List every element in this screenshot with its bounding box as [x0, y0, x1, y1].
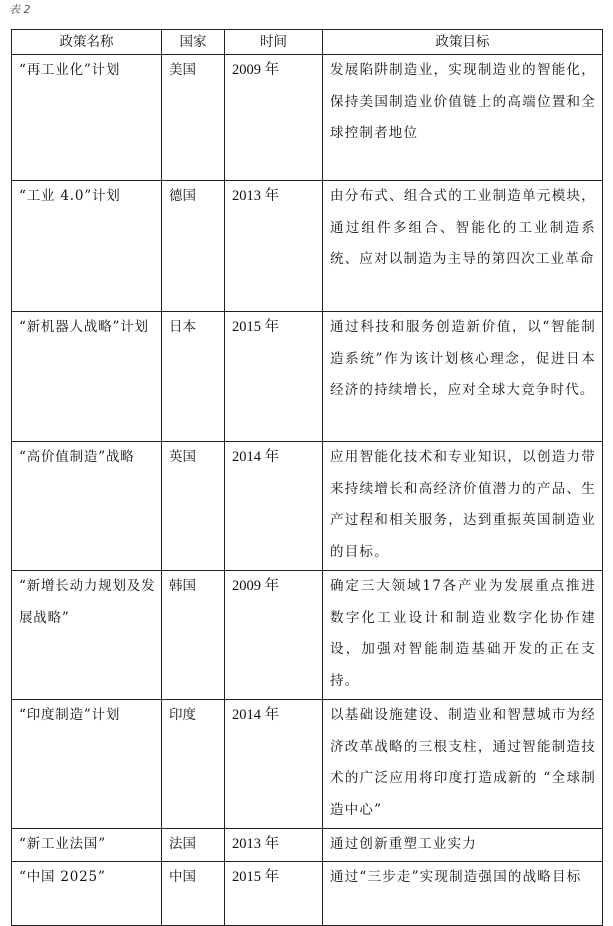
table-caption: 表 2: [9, 3, 31, 16]
country: 英国: [162, 442, 225, 571]
country: 法国: [162, 829, 225, 862]
country: 日本: [162, 312, 225, 442]
table-row: [12, 571, 603, 700]
table-row: [12, 312, 603, 442]
year: 2015 年: [225, 312, 323, 442]
header-goal: 政策目标: [323, 30, 603, 55]
country: 韩国: [162, 571, 225, 700]
country: 美国: [162, 55, 225, 181]
country: 中国: [162, 862, 225, 926]
policy-goal: 确定三大领域17各产业为发展重点推进数字化工业设计和制造业数字化协作建设，加强对智能制造基础开发的正在支持。: [323, 571, 603, 700]
policy-name: “新机器人战略”计划: [12, 312, 162, 442]
year: 2009 年: [225, 55, 323, 181]
policy-goal: 应用智能化技术和专业知识，以创造力带来持续增长和高经济价值潜力的产品、生产过程和相关服务，达到重振英国制造业的目标。: [323, 442, 603, 571]
header-year: 时间: [225, 30, 323, 55]
policy-name: “新增长动力规划及发展战略”: [12, 571, 162, 700]
table-row: [12, 829, 603, 862]
policy-goal: 通过创新重塑工业实力: [323, 829, 603, 862]
header-row: [12, 30, 603, 55]
table-row: [12, 862, 603, 926]
policy-name: “工业 4.0”计划: [12, 181, 162, 312]
country: 德国: [162, 181, 225, 312]
policy-goal: 通过科技和服务创造新价值，以“智能制造系统”作为该计划核心理念，促进日本经济的持续增长，应对全球大竞争时代。: [323, 312, 603, 442]
year: 2013 年: [225, 181, 323, 312]
table-row: [12, 700, 603, 829]
year: 2015 年: [225, 862, 323, 926]
policy-goal: 由分布式、组合式的工业制造单元模块，通过组件多组合、智能化的工业制造系统、应对以制造为主导的第四次工业革命: [323, 181, 603, 312]
year: 2013 年: [225, 829, 323, 862]
policy-goal: 发展陷阱制造业，实现制造业的智能化，保持美国制造业价值链上的高端位置和全球控制者地位: [323, 55, 603, 181]
table-row: [12, 55, 603, 181]
year: 2014 年: [225, 700, 323, 829]
policy-goal: 以基础设施建设、制造业和智慧城市为经济改革战略的三根支柱，通过智能制造技术的广泛应用将印度打造成新的 “全球制造中心”: [323, 700, 603, 829]
policy-name: “再工业化”计划: [12, 55, 162, 181]
policy-table: [11, 29, 603, 926]
table-row: [12, 442, 603, 571]
year: 2014 年: [225, 442, 323, 571]
policy-goal: 通过“三步走”实现制造强国的战略目标: [323, 862, 603, 926]
policy-name: “高价值制造”战略: [12, 442, 162, 571]
year: 2009 年: [225, 571, 323, 700]
policy-name: “中国 2025”: [12, 862, 162, 926]
table-row: [12, 181, 603, 312]
country: 印度: [162, 700, 225, 829]
header-country: 国家: [162, 30, 225, 55]
policy-name: “新工业法国”: [12, 829, 162, 862]
header-policy-name: 政策名称: [12, 30, 162, 55]
policy-name: “印度制造”计划: [12, 700, 162, 829]
